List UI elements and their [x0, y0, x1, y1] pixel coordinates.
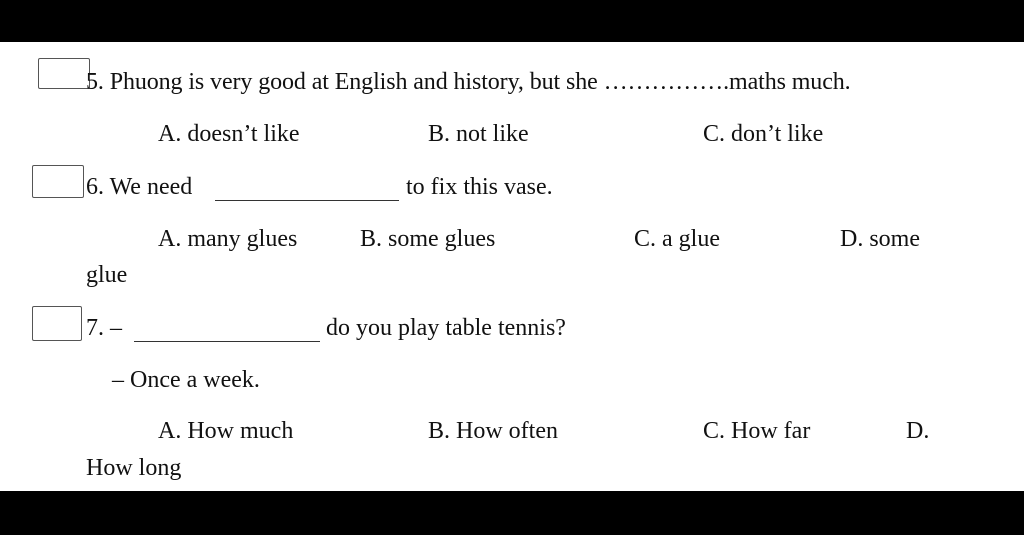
q7-option-d: D. — [906, 418, 930, 444]
q7-option-b: B. How often — [428, 418, 558, 444]
question-7-after-text: do you play table tennis? — [326, 315, 566, 341]
q6-option-c: C. a glue — [634, 226, 720, 252]
question-6-after-text: to fix this vase. — [406, 174, 553, 200]
question-5-dots: ……………. — [603, 69, 729, 95]
q6-option-d-wrap: glue — [86, 262, 128, 288]
question-6-text: 6. We need — [86, 174, 193, 200]
q5-option-a: A. doesn’t like — [158, 121, 300, 147]
q6-option-a: A. many glues — [158, 226, 298, 252]
question-7-answer-line: – Once a week. — [112, 367, 260, 393]
question-6-blank — [215, 200, 399, 201]
q7-option-a: A. How much — [158, 418, 294, 444]
answer-box-q6[interactable] — [32, 165, 84, 198]
q7-option-d-wrap: How long — [86, 455, 182, 481]
q6-option-b: B. some glues — [360, 226, 496, 252]
answer-box-q7[interactable] — [32, 306, 82, 341]
q5-option-b: B. not like — [428, 121, 529, 147]
question-5-after-text: maths much. — [729, 69, 851, 95]
worksheet-page — [0, 42, 1024, 491]
question-7-blank — [134, 341, 320, 342]
answer-box-q5[interactable] — [38, 58, 90, 89]
question-7-text: 7. – — [86, 315, 122, 341]
question-5-stem — [86, 68, 851, 96]
q7-option-c: C. How far — [703, 418, 811, 444]
q6-option-d: D. some — [840, 226, 920, 252]
q5-option-c: C. don’t like — [703, 121, 824, 147]
question-5-text: 5. Phuong is very good at English and history, but she — [86, 69, 598, 95]
